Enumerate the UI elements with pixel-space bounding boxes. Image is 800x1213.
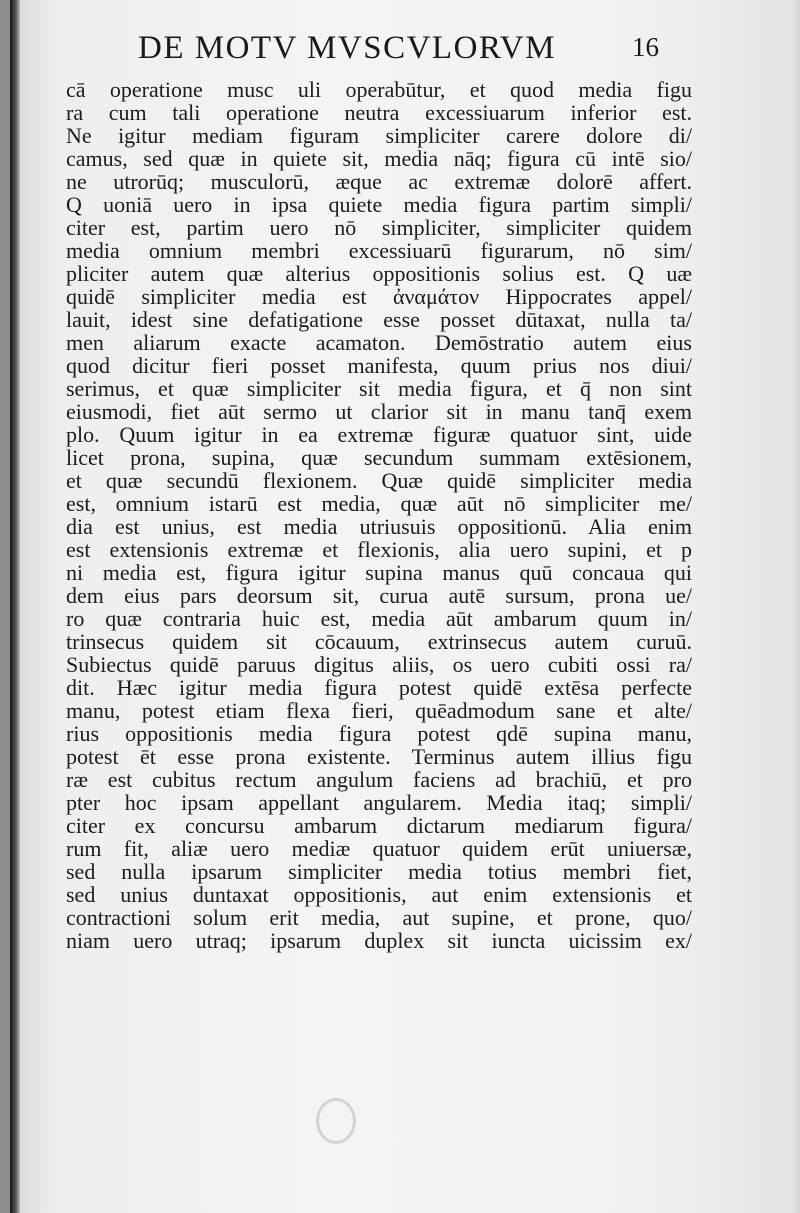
text-line: media omnium membri excessiuarū figurarum, nō sim/ (66, 238, 692, 263)
text-line: men aliarum exacte acamaton. Demōstratio autem eius (66, 330, 692, 355)
text-line: Subiectus quidē paruus digitus aliis, os uero cubiti ossi ra/ (66, 652, 692, 677)
text-line: ro quæ contraria huic est, media aūt ambarum quum in/ (66, 606, 692, 631)
text-line: dit. Hæc igitur media figura potest quidē extēsa perfecte (66, 675, 692, 700)
text-line: niam uero utraq; ipsarum duplex sit iuncta uicissim ex/ (66, 928, 692, 953)
text-line: dem eius pars deorsum sit, curua autē sursum, prona ue/ (66, 583, 692, 608)
text-line: plo. Quum igitur in ea extremæ figuræ quatuor sint, uide (66, 422, 692, 447)
text-line: lauit, idest sine defatigatione esse posset dūtaxat, nulla ta/ (66, 307, 692, 332)
text-line: Q uoniā uero in ipsa quiete media figura partim simpli/ (66, 192, 692, 217)
body-text (66, 78, 692, 952)
text-line: serimus, et quæ simpliciter sit media figura, et q̄ non sint (66, 376, 692, 401)
text-line: sed unius duntaxat oppositionis, aut enim extensionis et (66, 882, 692, 907)
text-line: eiusmodi, fiet aūt sermo ut clarior sit in manu tanq̄ exem (66, 399, 692, 424)
text-line: ne utrorūq; musculorū, æque ac extremæ dolorē affert. (66, 169, 692, 194)
text-line: rius oppositionis media figura potest qdē supina manu, (66, 721, 692, 746)
page-edge-shadow (792, 0, 800, 1213)
text-line: est, omnium istarū est media, quæ aūt nō simpliciter me/ (66, 491, 692, 516)
text-line: citer est, partim uero nō simpliciter, simpliciter quidem (66, 215, 692, 240)
text-line: Ne igitur mediam figuram simpliciter carere dolore di/ (66, 123, 692, 148)
binding-gutter (10, 0, 20, 1213)
text-line: quod dicitur fieri posset manifesta, quum prius nos diui/ (66, 353, 692, 378)
text-line: pliciter autem quæ alterius oppositionis solius est. Q uæ (66, 261, 692, 286)
book-page (10, 0, 800, 1213)
text-line: et quæ secundū flexionem. Quæ quidē simpliciter media (66, 468, 692, 493)
text-line: quidē simpliciter media est ἀναμάτον Hippocrates appel/ (66, 284, 692, 309)
text-line: dia est unius, est media utriusuis oppositionū. Alia enim (66, 514, 692, 539)
text-line: rum fit, aliæ uero mediæ quatuor quidem erūt uniuersæ, (66, 836, 692, 861)
page-number: 16 (632, 32, 659, 62)
text-line: trinsecus quidem sit cōcauum, extrinsecus autem curuū. (66, 629, 692, 654)
text-line: pter hoc ipsam appellant angularem. Media itaq; simpli/ (66, 790, 692, 815)
text-line: ra cum tali operatione neutra excessiuarum inferior est. (66, 100, 692, 125)
text-line: sed nulla ipsarum simpliciter media totius membri fiet, (66, 859, 692, 884)
text-line: est extensionis extremæ et flexionis, alia uero supini, et p (66, 537, 692, 562)
text-line: potest ēt esse prona existente. Terminus autem illius figu (66, 744, 692, 769)
text-line: ræ est cubitus rectum angulum faciens ad brachiū, et pro (66, 767, 692, 792)
page-header (10, 30, 800, 74)
text-line: ni media est, figura igitur supina manus quū concaua qui (66, 560, 692, 585)
text-line: cā operatione musc uli operabūtur, et quod media figu (66, 77, 692, 102)
paper-stain (316, 1098, 356, 1144)
running-title: DE MOTV MVSCVLORVM (138, 30, 556, 66)
text-line: camus, sed quæ in quiete sit, media nāq; figura cū intē sio/ (66, 146, 692, 171)
text-line: licet prona, supina, quæ secundum summam extēsionem, (66, 445, 692, 470)
text-line: manu, potest etiam flexa fieri, quēadmodum sane et alte/ (66, 698, 692, 723)
text-line: citer ex concursu ambarum dictarum mediarum figura/ (66, 813, 692, 838)
text-line: contractioni solum erit media, aut supine, et prone, quo/ (66, 905, 692, 930)
